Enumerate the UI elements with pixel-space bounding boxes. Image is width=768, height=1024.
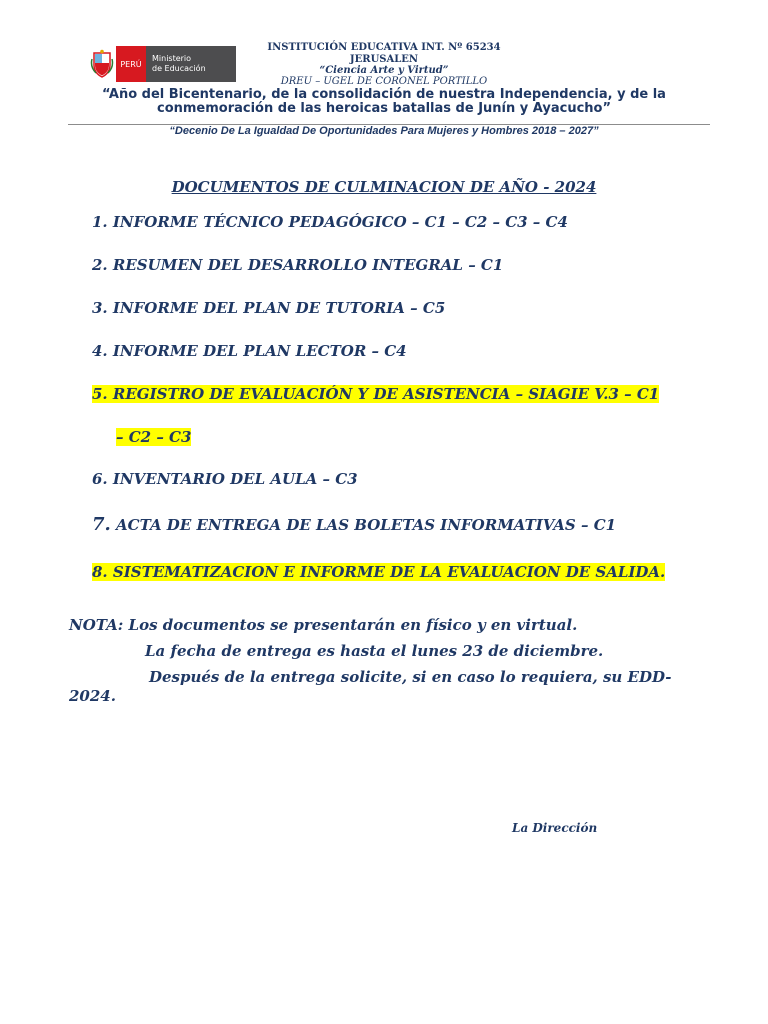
year-name-line1: “Año del Bicentenario, de la consolidación de nuestra Independencia, y de la bbox=[102, 87, 666, 102]
document-title: DOCUMENTOS DE CULMINACION DE AÑO - 2024 bbox=[171, 178, 597, 196]
list-item-3 bbox=[92, 299, 445, 317]
institution-name: INSTITUCIÓN EDUCATIVA INT. Nº 65234 bbox=[267, 42, 501, 53]
logo-country-label: PERÚ bbox=[116, 46, 146, 82]
list-item-text: INFORME TÉCNICO PEDAGÓGICO – C1 – C2 – C3 – C4 bbox=[112, 213, 568, 231]
list-item-text: INFORME DEL PLAN DE TUTORIA – C5 bbox=[112, 299, 446, 317]
list-item-1 bbox=[92, 213, 568, 231]
list-item-7 bbox=[92, 514, 616, 535]
year-name-line2: conmemoración de las heroicas batallas de Junín y Ayacucho” bbox=[156, 101, 612, 116]
list-item-text: SISTEMATIZACION E INFORME DE LA EVALUACION DE SALIDA. bbox=[112, 563, 666, 581]
list-item-text: INVENTARIO DEL AULA – C3 bbox=[112, 470, 358, 488]
list-item-2 bbox=[92, 256, 503, 274]
list-item-5 bbox=[92, 385, 659, 403]
list-item-text: INFORME DEL PLAN LECTOR – C4 bbox=[112, 342, 407, 360]
list-item-highlighted bbox=[92, 563, 665, 581]
institution-location: JERUSALEN bbox=[349, 54, 419, 65]
list-item-number: 4. bbox=[92, 342, 108, 360]
list-item-5-continuation bbox=[116, 428, 191, 446]
list-item-number: 6. bbox=[92, 470, 108, 488]
list-item-number: 1. bbox=[92, 213, 108, 231]
signature-label: La Dirección bbox=[512, 821, 598, 835]
list-item-text: – C2 – C3 bbox=[116, 428, 192, 446]
note-line-2: La fecha de entrega es hasta el lunes 23 de diciembre. bbox=[145, 642, 604, 660]
list-item-text: RESUMEN DEL DESARROLLO INTEGRAL – C1 bbox=[112, 256, 504, 274]
list-item-number: 7. bbox=[92, 514, 111, 535]
year-name-heading bbox=[96, 88, 672, 116]
decenio-heading: “Decenio De La Igualdad De Oportunidades Para Mujeres y Hombres 2018 – 2027” bbox=[169, 125, 599, 137]
list-item-text: ACTA DE ENTREGA DE LAS BOLETAS INFORMATIVAS – C1 bbox=[116, 516, 617, 534]
list-item-number: 5. bbox=[92, 385, 108, 403]
note-line-3: Después de la entrega solicite, si en caso lo requiera, su EDD- bbox=[149, 668, 672, 686]
logo-ministry-line2: de Educación bbox=[152, 64, 206, 73]
list-item-number: 8. bbox=[92, 563, 108, 581]
list-item-number: 2. bbox=[92, 256, 108, 274]
list-item-6 bbox=[92, 470, 358, 488]
note-line-1: NOTA: Los documentos se presentarán en físico y en virtual. bbox=[69, 616, 578, 634]
list-item-8 bbox=[92, 563, 665, 581]
list-item-highlighted bbox=[92, 385, 659, 403]
dreu-ugel-label: DREU – UGEL DE CORONEL PORTILLO bbox=[280, 76, 488, 87]
logo-ministry-line1: Ministerio bbox=[152, 54, 192, 63]
list-item-text: REGISTRO DE EVALUACIÓN Y DE ASISTENCIA – SIAGIE V.3 – C1 bbox=[112, 385, 660, 403]
institution-motto: “Ciencia Arte y Virtud” bbox=[319, 65, 449, 76]
list-item-4 bbox=[92, 342, 407, 360]
list-item-number: 3. bbox=[92, 299, 108, 317]
note-line-4: 2024. bbox=[69, 687, 116, 705]
